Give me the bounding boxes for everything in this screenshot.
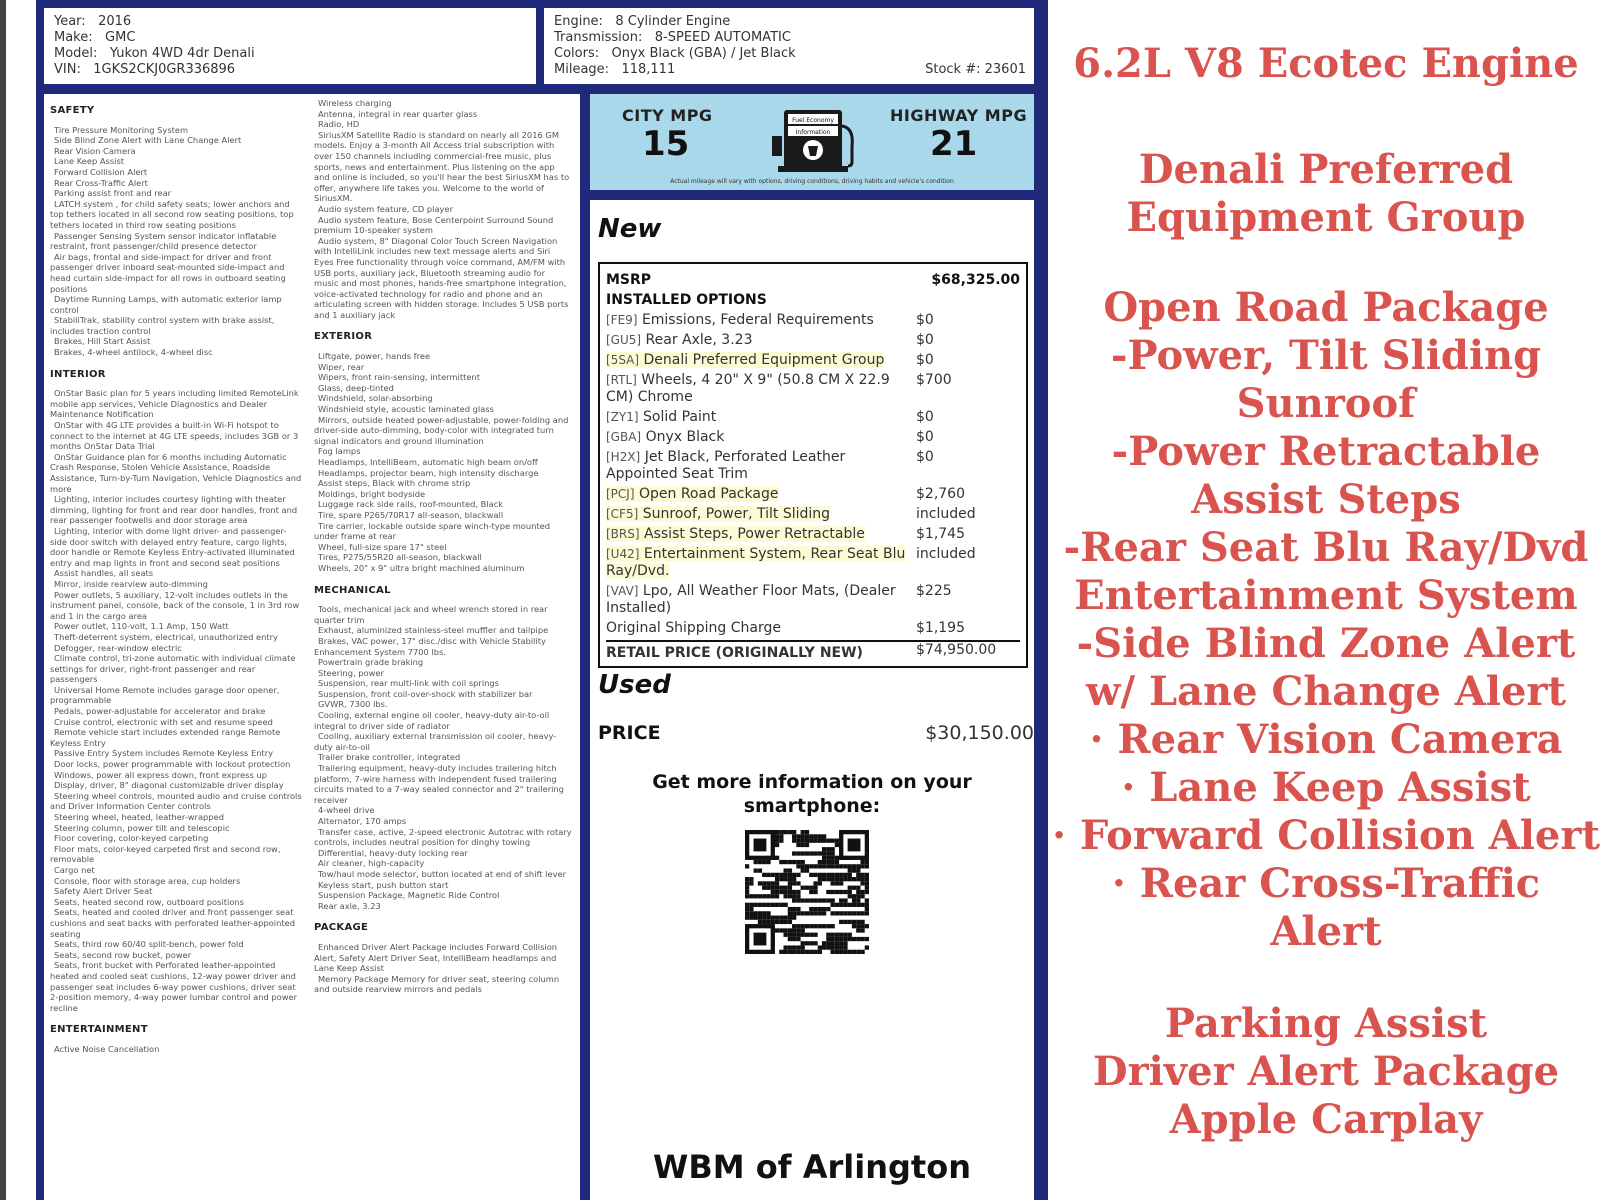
option-code: [U42]	[606, 547, 640, 561]
feature-item: 4-wheel drive	[318, 805, 375, 816]
option-price: included	[916, 506, 976, 522]
feature-item: Wiper, rear	[318, 361, 365, 372]
option-price: $0	[916, 409, 934, 425]
feature-item: Side Blind Zone Alert with Lane Change Alert	[54, 135, 242, 146]
option-price: $0	[916, 429, 934, 445]
option-row	[606, 546, 1020, 580]
feature-item: Floor mats, color-keyed carpeted first and second row, removable	[50, 843, 281, 865]
vin-label: VIN:	[54, 62, 81, 77]
feature-item: StabiliTrak, stability control system with brake assist, includes traction control	[50, 315, 275, 336]
option-code: [GBA]	[606, 430, 642, 444]
option-text: Onyx Black	[645, 429, 725, 445]
stock-value: 23601	[984, 62, 1026, 77]
feature-item: Exhaust, aluminized stainless-steel muffler and tailpipe	[318, 625, 549, 636]
engine-row	[554, 14, 1024, 30]
options-table	[606, 272, 1020, 665]
vin-value: 1GKS2CKJ0GR336896	[93, 62, 236, 77]
feature-item: Cooling, external engine oil cooler, heavy-duty air-to-oil integral to driver side of radiator	[314, 710, 550, 731]
feature-item: Steering column, power tilt and telescopic	[54, 822, 230, 833]
section-title: ENTERTAINMENT	[50, 1024, 148, 1036]
option-row	[606, 526, 1020, 543]
shipping-row	[606, 620, 1020, 637]
option-description	[606, 583, 896, 616]
features-column-2	[314, 98, 572, 995]
feature-item: Windows, power all express down, front express up	[54, 769, 267, 780]
feature-item: Wipers, front rain-sensing, intermittent	[318, 372, 480, 383]
option-text: Lpo, All Weather Floor Mats, (Dealer Installed)	[606, 583, 896, 616]
feature-item: Suspension, front coil-over-shock with stabilizer bar	[318, 688, 533, 699]
feature-item: Tire carrier, lockable outside spare winch-type mounted under frame at rear	[314, 520, 551, 542]
feature-item: Rear axle, 3.23	[318, 900, 381, 911]
option-row	[606, 429, 1020, 446]
features-panel	[44, 94, 580, 1200]
feature-item: Console, floor with storage area, cup holders	[54, 875, 241, 886]
feature-item: Parking assist front and rear	[54, 188, 172, 199]
city-mpg-value: 15	[642, 124, 690, 164]
option-row	[606, 352, 1020, 369]
feature-item: Active Noise Cancellation	[54, 1043, 160, 1054]
highlight-open-road-group	[1052, 284, 1600, 956]
option-code: [PCJ]	[606, 487, 635, 501]
feature-item: Glass, deep-tinted	[318, 382, 394, 393]
section-title: EXTERIOR	[314, 331, 373, 343]
feature-item: Floor covering, color-keyed carpeting	[54, 833, 209, 844]
highlight-line: Apple Carplay	[1169, 1096, 1483, 1143]
highlight-line: Alert	[1270, 908, 1382, 955]
option-text: Assist Steps, Power Retractable	[644, 526, 865, 542]
feature-item: Cooling, auxiliary external transmission oil cooler, heavy-duty air-to-oil	[314, 731, 557, 752]
section-title: PACKAGE	[314, 922, 369, 934]
option-description	[606, 332, 752, 348]
mpg-disclaimer: Actual mileage will vary with options, driving conditions, driving habits and vehicle's condition	[670, 178, 954, 185]
feature-item: Seats, front bucket with Perforated leather-appointed heated and cooled seat cushions, 12-way power driver and passenger seat includes 6-way power cushions, driver seat 2-position memory, 4-way power lumbar control and power recline	[50, 960, 298, 1013]
feature-item: Defogger, rear-window electric	[54, 642, 182, 653]
feature-item: Liftgate, power, hands free	[318, 351, 431, 362]
model-label: Model:	[54, 46, 98, 61]
option-price: $0	[916, 332, 934, 348]
feature-item: Memory Package Memory for driver seat, steering column and outside rearview mirrors and pedals	[314, 973, 560, 995]
feature-item: Wheels, 20" x 9" ultra bright machined aluminum	[318, 562, 525, 573]
retail-label: RETAIL PRICE (ORIGINALLY NEW)	[606, 645, 863, 661]
highway-mpg-label: HIGHWAY MPG	[890, 106, 1028, 125]
make-value: GMC	[105, 30, 136, 45]
option-price: $1,745	[916, 526, 965, 542]
feature-item: OnStar Guidance plan for 6 months including Automatic Crash Response, Stolen Vehicle Assistance, Roadside Assistance, Turn-by-Turn Navigation, Vehicle Diagnostics and more	[50, 451, 302, 494]
option-row	[606, 312, 1020, 329]
highlight-line: w/ Lane Change Alert	[1086, 668, 1566, 715]
option-row	[606, 449, 1020, 483]
year-row	[54, 14, 526, 30]
feature-item: Assist steps, Black with chrome strip	[318, 478, 471, 489]
feature-item: Seats, second row bucket, power	[54, 949, 192, 960]
feature-item: Steering wheel controls, mounted audio and cruise controls and Driver Information Center controls	[50, 790, 302, 812]
year-value: 2016	[98, 14, 132, 29]
feature-item: LATCH system , for child safety seats; lower anchors and top tethers located in all second row seating positions, top tethers located in third row seating positions	[50, 198, 294, 230]
highlights-panel	[1052, 40, 1600, 1144]
make-row	[54, 30, 526, 46]
pump-text-1: Fuel Economy	[792, 117, 834, 124]
msrp-value: $68,325.00	[931, 272, 1020, 288]
vehicle-info-box	[44, 8, 536, 84]
option-text: Open Road Package	[638, 486, 779, 502]
feature-item: Audio system, 8" Diagonal Color Touch Screen Navigation with IntelliLink includes new text message alerts and Siri Eyes Free functionality through voice command, AM/FM with USB ports, auxiliary jack, Bluetooth streaming audio for music and most phones, hands-free smartphone integration, voice-activated technology for radio and phone and an articulating screen with hidden storage. Includes 5 USB ports and 1 auxiliary jack	[314, 235, 569, 320]
feature-item: Tire, spare P265/70R17 all-season, blackwall	[318, 509, 504, 520]
feature-item: Wheel, full-size spare 17" steel	[318, 541, 447, 552]
feature-item: Passive Entry System includes Remote Keyless Entry	[54, 748, 274, 759]
feature-item: Differential, heavy-duty locking rear	[318, 847, 468, 858]
engine-value: 8 Cylinder Engine	[615, 14, 731, 29]
fuel-economy-box	[590, 94, 1034, 190]
option-description	[606, 546, 905, 579]
option-row	[606, 332, 1020, 349]
highlight-denali-group	[1052, 146, 1600, 242]
highlight-line: Parking Assist	[1164, 1000, 1488, 1047]
feature-item: Radio, HD	[318, 119, 360, 130]
option-row	[606, 486, 1020, 503]
highlight-line: -Power, Tilt Sliding	[1110, 332, 1542, 379]
stock-number	[925, 62, 1026, 78]
option-description	[606, 429, 724, 445]
feature-item: Brakes, 4-wheel antilock, 4-wheel disc	[54, 347, 213, 358]
drivetrain-info-box	[544, 8, 1034, 84]
feature-item: Daytime Running Lamps, with automatic exterior lamp control	[50, 294, 282, 315]
option-description	[606, 312, 874, 328]
highlight-line: -Rear Seat Blu Ray/Dvd	[1063, 524, 1589, 571]
feature-item: Cruise control, electronic with set and resume speed	[54, 716, 273, 727]
option-price: $700	[916, 372, 952, 388]
transmission-row	[554, 30, 1024, 46]
feature-item: Theft-deterrent system, electrical, unauthorized entry	[54, 631, 278, 642]
option-price: $0	[916, 312, 934, 328]
option-description	[606, 486, 778, 502]
option-price: $0	[916, 352, 934, 368]
highlight-line: · Forward Collision Alert	[1052, 812, 1600, 859]
installed-options-label: INSTALLED OPTIONS	[606, 292, 767, 308]
option-text: Emissions, Federal Requirements	[641, 312, 874, 328]
highlight-line: Denali Preferred	[1138, 146, 1514, 193]
option-text: Sunroof, Power, Tilt Sliding	[642, 506, 831, 522]
option-code: [RTL]	[606, 373, 637, 387]
highlight-line: · Rear Vision Camera	[1089, 716, 1563, 763]
highlight-line: · Lane Keep Assist	[1121, 764, 1531, 811]
retail-value: $74,950.00	[916, 642, 997, 658]
msrp-row	[606, 272, 1020, 289]
option-code: [GU5]	[606, 333, 642, 347]
feature-item: Enhanced Driver Alert Package includes Forward Collision Alert, Safety Alert Driver Seat, IntelliBeam headlamps and Lane Keep Assist	[314, 941, 558, 974]
used-heading: Used	[598, 670, 671, 700]
feature-item: Air cleaner, high-capacity	[318, 858, 425, 869]
option-price: $2,760	[916, 486, 965, 502]
feature-item: Headlamps, IntelliBeam, automatic high beam on/off	[318, 457, 538, 467]
feature-item: Brakes, VAC power, 17" disc./disc with Vehicle Stability Enhancement System 7700 lbs.	[314, 635, 546, 657]
feature-item: Lighting, interior with dome light driver- and passenger-side door switch with delayed entry feature, cargo lights, door handle or Remote Keyless Entry-activated illuminated entry and map lights in front and second seat positions	[50, 525, 295, 568]
feature-item: Rear Cross-Traffic Alert	[54, 177, 148, 188]
feature-item: Universal Home Remote includes garage door opener, programmable	[50, 684, 280, 706]
section-title: MECHANICAL	[314, 584, 391, 596]
feature-item: Safety Alert Driver Seat	[54, 886, 153, 897]
feature-item: Seats, heated second row, outboard positions	[54, 896, 244, 907]
feature-item: GVWR, 7300 lbs.	[318, 699, 388, 710]
option-code: [ZY1]	[606, 410, 639, 424]
highlight-line: Equipment Group	[1126, 194, 1526, 241]
feature-item: Seats, heated and cooled driver and front passenger seat cushions and seat backs with perforated leather-appointed seating	[50, 907, 295, 939]
option-code: [5SA]	[606, 353, 640, 367]
option-code: [CF5]	[606, 507, 639, 521]
price-value: $30,150.00	[925, 722, 1034, 744]
feature-item: Mirror, inside rearview auto-dimming	[54, 578, 208, 589]
options-list	[606, 312, 1020, 617]
option-row	[606, 506, 1020, 523]
feature-item: Steering wheel, heated, leather-wrapped	[54, 812, 224, 822]
left-edge-stripe	[0, 0, 6, 1200]
model-value: Yukon 4WD 4dr Denali	[109, 46, 255, 61]
year-label: Year:	[54, 14, 86, 29]
option-price: included	[916, 546, 976, 562]
highlight-line: Assist Steps	[1191, 476, 1461, 523]
option-text: Jet Black, Perforated Leather Appointed Seat Trim	[606, 449, 846, 482]
msrp-label: MSRP	[606, 272, 652, 288]
feature-item: Audio system feature, Bose Centerpoint Surround Sound premium 10-speaker system	[314, 214, 554, 236]
section-title: INTERIOR	[50, 368, 106, 380]
option-row	[606, 372, 1020, 406]
feature-item: SiriusXM Satellite Radio is standard on nearly all 2016 GM models. Enjoy a 3-month All Access trial subscription with over 150 channels including commercial-free music, plus sports, news and entertainment. Plus listening on the app and online is included, so you'll hear the best SiriusXM has to offer, anywhere life takes you. Welcome to the world of SiriusXM.	[314, 129, 570, 204]
section-title: SAFETY	[50, 105, 95, 116]
feature-item: Trailering equipment, heavy-duty includes trailering hitch platform, 7-wire harness with independent fused trailering circuits mated to a 7-way sealed connector and 2" trailering receiver	[314, 763, 564, 805]
model-row	[54, 46, 526, 62]
feature-item: Antenna, integral in rear quarter glass	[318, 108, 478, 119]
highlight-line: Entertainment System	[1074, 572, 1578, 619]
option-description	[606, 449, 845, 482]
option-row	[606, 583, 1020, 617]
engine-label: Engine:	[554, 14, 603, 29]
feature-item: Keyless start, push button start	[318, 879, 449, 890]
pricing-panel	[590, 200, 1034, 1200]
mileage-label: Mileage:	[554, 62, 610, 77]
feature-item: Brakes, Hill Start Assist	[54, 336, 151, 347]
feature-item: Door locks, power programmable with lockout protection	[54, 759, 291, 770]
vin-row	[54, 62, 526, 78]
highlight-engine: 6.2L V8 Ecotec Engine	[1073, 40, 1579, 87]
highlight-line: Open Road Package	[1103, 284, 1549, 331]
feature-item: Lighting, interior includes courtesy lighting with theater dimming, lighting for front and rear door handles, front and rear passenger footwells and door storage area	[50, 494, 298, 526]
msrp-box	[598, 262, 1028, 668]
feature-item: Tools, mechanical jack and wheel wrench stored in rear quarter trim	[314, 604, 548, 625]
option-text: Solid Paint	[643, 409, 717, 425]
option-description	[606, 372, 890, 405]
feature-item: Headlamps, projector beam, high intensity discharge	[318, 467, 539, 478]
fuel-pump-icon	[768, 106, 858, 172]
option-price: $0	[916, 449, 934, 465]
feature-item: Climate control, tri-zone automatic with individual climate settings for driver, right-front passenger and rear passengers	[50, 653, 296, 685]
option-code: [BRS]	[606, 527, 640, 541]
feature-item: Steering, power	[318, 667, 384, 678]
feature-item: Wireless charging	[318, 98, 392, 108]
highlight-extras-group	[1052, 1000, 1600, 1144]
transmission-label: Transmission:	[554, 30, 643, 45]
feature-item: Rear Vision Camera	[54, 145, 136, 156]
feature-item: Air bags, frontal and side-impact for driver and front passenger driver inboard seat-mounted side-impact and head curtain side-impact for all rows in outboard seating positions	[50, 251, 286, 294]
feature-item: Alternator, 170 amps	[318, 816, 407, 826]
option-price: $225	[916, 583, 952, 599]
feature-item: Power outlets, 5 auxiliary, 12-volt includes outlets in the instrument panel, console, back of the console, 1 in 3rd row and 1 in the cargo area	[50, 589, 300, 621]
make-label: Make:	[54, 30, 93, 45]
feature-item: Tow/haul mode selector, button located at end of shift lever	[318, 868, 566, 879]
city-mpg-label: CITY MPG	[622, 106, 713, 125]
highlight-line: Sunroof	[1236, 380, 1416, 427]
option-text: Entertainment System, Rear Seat Blu Ray/Dvd.	[606, 546, 906, 579]
feature-item: Trailer brake controller, integrated	[318, 752, 461, 763]
highlight-line: Driver Alert Package	[1092, 1048, 1560, 1095]
colors-row	[554, 46, 1024, 62]
installed-options-header	[606, 292, 1020, 309]
option-code: [H2X]	[606, 450, 641, 464]
feature-item: Transfer case, active, 2-speed electronic Autotrac with rotary controls, includes neutral position for dinghy towing	[314, 826, 572, 848]
option-row	[606, 409, 1020, 426]
shipping-label: Original Shipping Charge	[606, 620, 781, 636]
feature-item: OnStar Basic plan for 5 years including limited RemoteLink mobile app services, Vehicle Diagnostics and Dealer Maintenance Notification	[50, 388, 299, 420]
feature-item: Forward Collision Alert	[54, 166, 148, 177]
option-description	[606, 409, 716, 425]
feature-item: Remote vehicle start includes extended range Remote Keyless Entry	[50, 727, 281, 748]
feature-item: Windshield style, acoustic laminated glass	[318, 404, 494, 415]
highlight-line: · Rear Cross-Traffic	[1111, 860, 1541, 907]
option-code: [VAV]	[606, 584, 639, 598]
feature-item: Lane Keep Assist	[54, 156, 125, 167]
colors-label: Colors:	[554, 46, 600, 61]
new-heading: New	[598, 214, 662, 244]
feature-item: Mirrors, outside heated power-adjustable, power-folding and driver-side auto-dimming, body-color with integrated turn signal indicators and ground illumination	[314, 414, 569, 446]
transmission-value: 8-SPEED AUTOMATIC	[654, 30, 791, 45]
feature-item: Pedals, power-adjustable for accelerator and brake	[54, 706, 266, 717]
feature-item: Luggage rack side rails, roof-mounted, Black	[318, 499, 504, 510]
feature-item: Cargo net	[54, 864, 95, 875]
option-text: Rear Axle, 3.23	[645, 332, 753, 348]
stock-label: Stock #:	[925, 62, 981, 77]
feature-item: Moldings, bright bodyside	[318, 488, 426, 499]
features-column-1	[50, 98, 302, 1054]
option-description	[606, 526, 865, 542]
used-price-row	[598, 722, 1034, 744]
option-code: [FE9]	[606, 313, 638, 327]
shipping-value: $1,195	[916, 620, 965, 636]
option-text: Wheels, 4 20" X 9" (50.8 CM X 22.9 CM) Chrome	[606, 372, 890, 405]
feature-item: Suspension, rear multi-link with coil springs	[318, 678, 499, 689]
feature-item: Tires, P275/55R20 all-season, blackwall	[318, 552, 482, 563]
feature-item: Fog lamps	[318, 446, 361, 457]
feature-item: Power outlet, 110-volt, 1.1 Amp, 150 Watt	[54, 621, 229, 632]
option-description	[606, 506, 830, 522]
feature-item: Passenger Sensing System sensor indicator inflatable restraint, front passenger/child presence detector	[50, 230, 277, 252]
feature-item: Windshield, solar-absorbing	[318, 393, 433, 404]
option-text: Denali Preferred Equipment Group	[643, 352, 885, 368]
mileage-value: 118,111	[621, 62, 676, 77]
colors-value: Onyx Black (GBA) / Jet Black	[611, 46, 796, 61]
feature-item: Suspension Package, Magnetic Ride Control	[318, 890, 500, 901]
price-label: PRICE	[598, 722, 661, 744]
feature-item: Display, driver, 8" diagonal customizable driver display	[54, 780, 284, 791]
highlight-line: -Power Retractable	[1111, 428, 1541, 475]
feature-item: Seats, third row 60/40 split-bench, power fold	[54, 939, 244, 950]
option-description	[606, 352, 884, 368]
highway-mpg-value: 21	[930, 124, 978, 164]
pump-text-2: Information	[795, 129, 831, 136]
feature-item: Audio system feature, CD player	[318, 203, 453, 214]
qr-code-icon[interactable]	[745, 830, 869, 954]
highlight-line: -Side Blind Zone Alert	[1076, 620, 1576, 667]
feature-item: Tire Pressure Monitoring System	[54, 124, 189, 135]
dealer-name: WBM of Arlington	[653, 1148, 971, 1186]
feature-item: OnStar with 4G LTE provides a built-in Wi-Fi hotspot to connect to the internet at 4G LTE speeds, includes 3GB or 3 months OnStar Data Trial	[50, 420, 299, 452]
feature-item: Powertrain grade braking	[318, 657, 424, 668]
retail-row	[606, 640, 1020, 662]
smartphone-prompt: Get more information on your smartphone:	[652, 771, 972, 817]
feature-item: Assist handles, all seats	[54, 568, 154, 579]
